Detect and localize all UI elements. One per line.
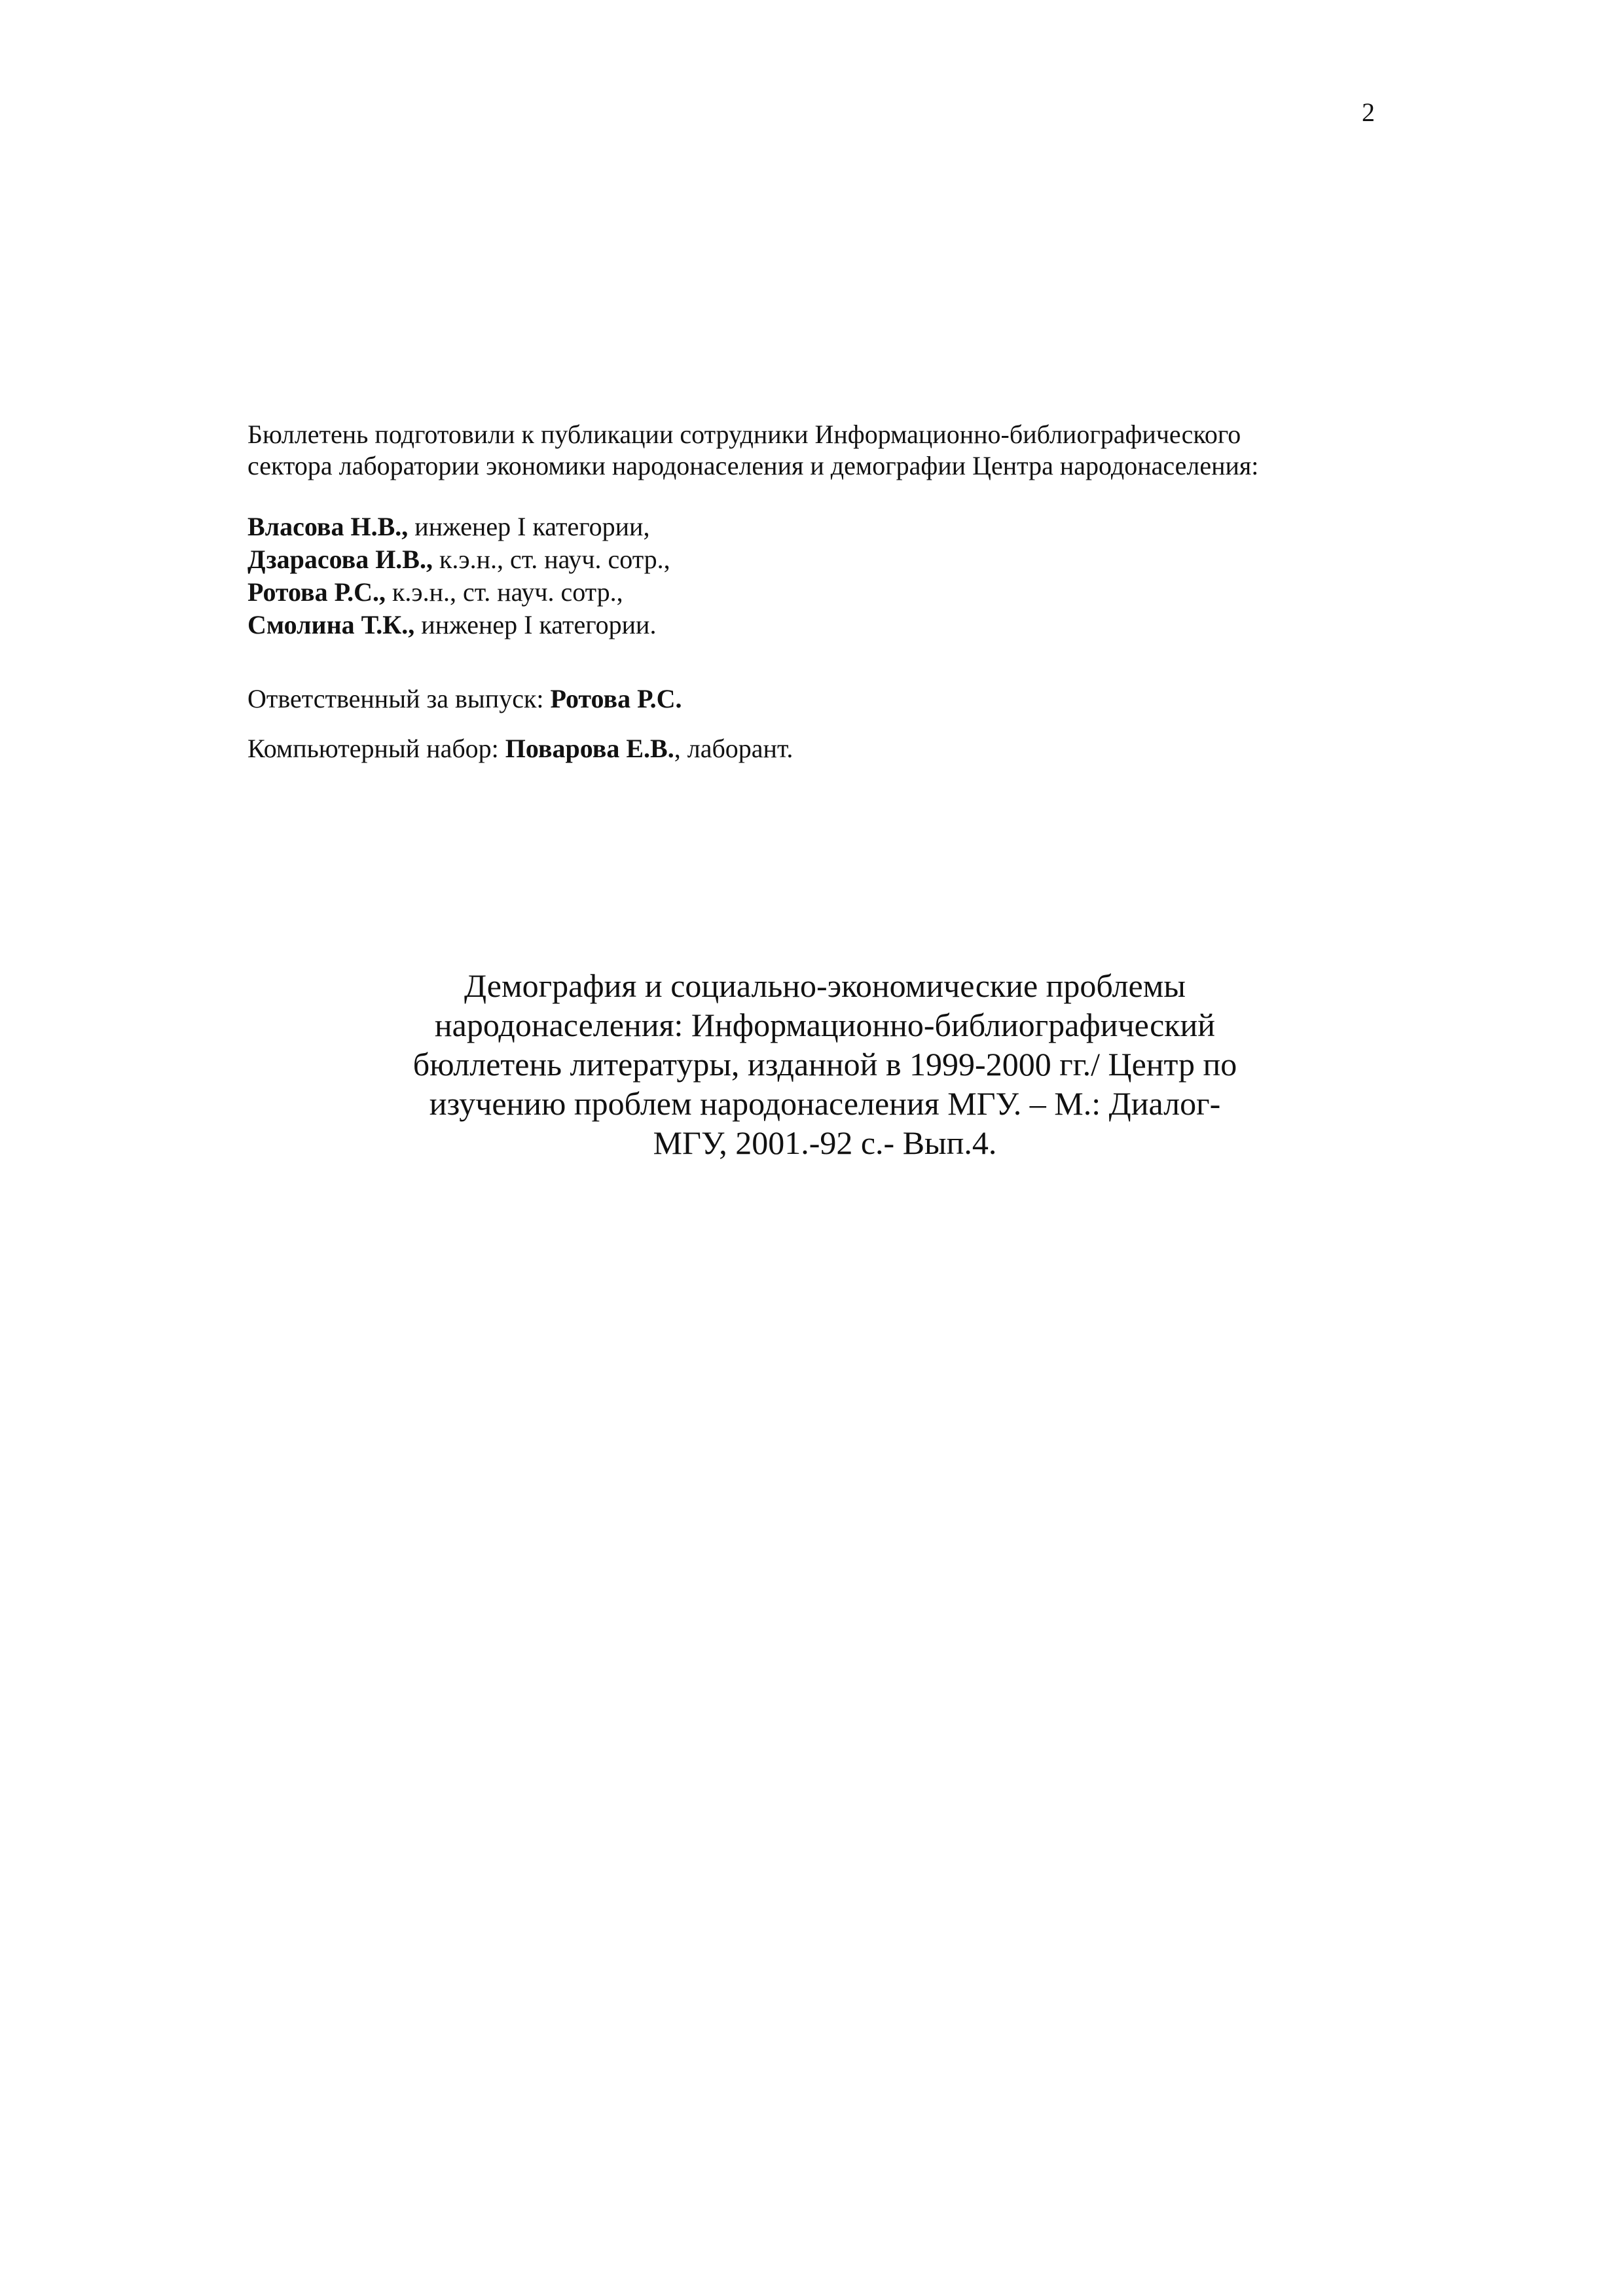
- intro-line-2: сектора лаборатории экономики народонаселения и демографии Центра народонаселения:: [247, 451, 1259, 480]
- author-name: Дзарасова И.В.,: [247, 545, 433, 574]
- typesetting-credit: [247, 733, 793, 764]
- authors-list: [247, 511, 1295, 641]
- responsible-editor: [247, 683, 682, 715]
- bibliographic-citation: [393, 966, 1257, 1162]
- author-line: [247, 543, 1295, 576]
- typist-name: Поварова Е.В.: [505, 734, 674, 763]
- citation-line: бюллетень литературы, изданной в 1999-2000 гг./ Центр по: [412, 1046, 1237, 1083]
- responsible-label: Ответственный за выпуск:: [247, 684, 551, 713]
- typist-label: Компьютерный набор:: [247, 734, 505, 763]
- author-name: Смолина Т.К.,: [247, 610, 415, 639]
- typist-suffix: , лаборант.: [674, 734, 793, 763]
- author-role: инженер I категории,: [408, 512, 650, 541]
- author-role: к.э.н., ст. науч. сотр.,: [433, 545, 670, 574]
- author-line: [247, 511, 1295, 543]
- citation-line: МГУ, 2001.-92 с.- Вып.4.: [653, 1124, 997, 1161]
- author-role: инженер I категории.: [414, 610, 657, 639]
- intro-line-1: Бюллетень подготовили к публикации сотрудники Информационно-библиографического: [247, 420, 1241, 449]
- author-line: [247, 576, 1295, 609]
- citation-line: Демография и социально-экономические проблемы: [464, 967, 1186, 1004]
- author-line: [247, 609, 1295, 641]
- intro-paragraph: [247, 419, 1374, 482]
- page-number: 2: [1362, 98, 1375, 127]
- author-name: Ротова Р.С.,: [247, 577, 386, 607]
- author-name: Власова Н.В.,: [247, 512, 409, 541]
- responsible-name: Ротова Р.С.: [550, 684, 682, 713]
- author-role: к.э.н., ст. науч. сотр.,: [385, 577, 623, 607]
- citation-line: изучению проблем народонаселения МГУ. – М.: Диалог-: [429, 1085, 1221, 1122]
- citation-line: народонаселения: Информационно-библиографический: [434, 1007, 1216, 1043]
